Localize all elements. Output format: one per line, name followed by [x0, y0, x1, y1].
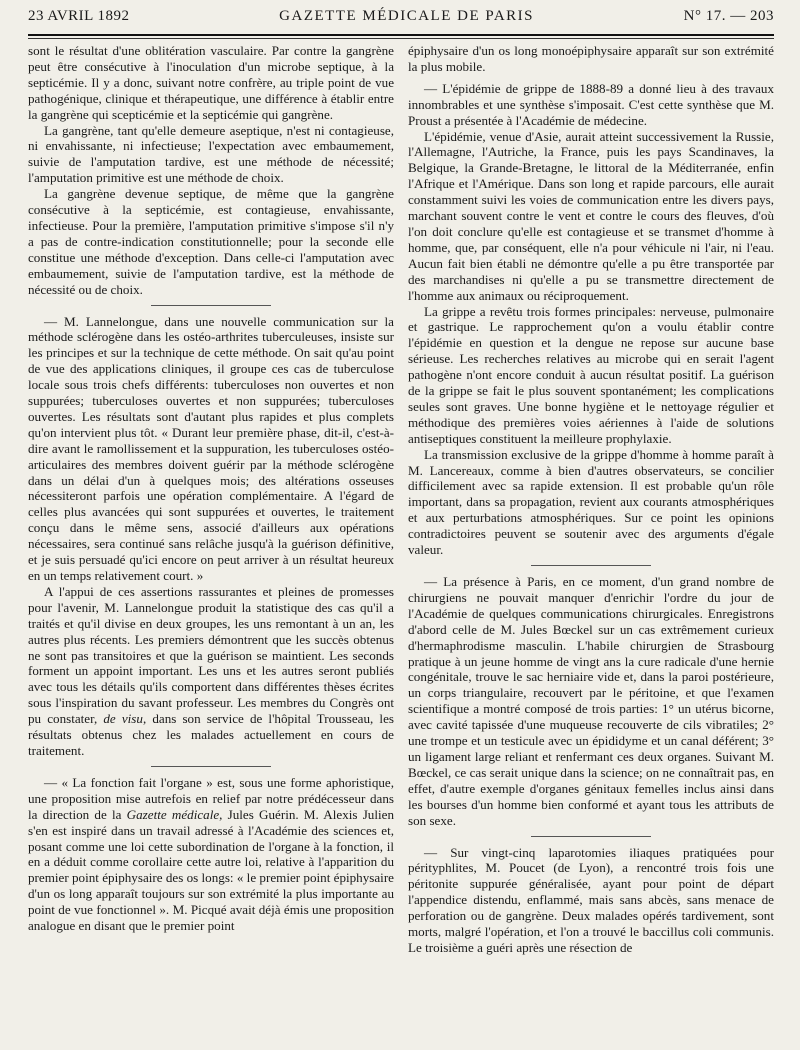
- paragraph: La grippe a revêtu trois formes principales: nerveuse, pulmonaire et gastrique. Le rapprochement qu'on a voulu établir contre l'épidémie en question et la dengue ne repose sur aucune base sérieuse. Les recherches relatives au microbe qui en serait l'agent pathogène n'ont encore conduit à aucun résultat positif. La guérison de la grippe se fait le plus souvent spontanément; les complications seules sont graves. Une bonne hygiène et le nettoyage régulier et méthodique des premières voies aériennes à l'aide de solutions antiseptiques constituent la meilleure prophylaxie.: [408, 303, 774, 446]
- paragraph: — La présence à Paris, en ce moment, d'un grand nombre de chirurgiens ne pouvait manquer d'enrichir l'ordre du jour de l'Académie de quelques communications chirurgicales. Enregistrons d'abord celle de M. Jules Bœckel sur un cas extrêmement curieux d'hermaphrodisme masculin. L'habile chirurgien de Strasbourg pratique à un jeune homme de vingt ans la cure radicale d'une hernie congénitale, trouve le sac herniaire vide et, dans la paroi postérieure, un corps triangulaire, recouvert par le péritoine, et que l'examen scientifique a montré composé de trois parties: 1° un utérus bicorne, avec cavité tapissée d'une muqueuse recouverte de cils vibratiles; 2° une trompe et un testicule avec un épididyme et un canal déférent; 3° un ligament large reliant et renfermant ces deux organes. Suivant M. Bœckel, ce cas serait unique dans la science; on ne connaîtrait pas, en effet, d'autre exemple d'organes génitaux femelles inclus ainsi dans les bourses d'un homme bien conformé et ayant tous les attributs de son sexe.: [408, 574, 774, 828]
- left-column: [28, 43, 394, 1043]
- paragraph: La gangrène, tant qu'elle demeure aseptique, n'est ni contagieuse, ni envahissante, ni infectieuse; l'expectation avec embaumement, suivie de l'amputation tardive, est une méthode de nécessité; l'amputation primitive est une méthode de choix.: [28, 122, 394, 186]
- text-run: — « La fonction fait l'organe » est, sous une forme aphoristique, une proposition mise autrefois en relief par notre prédécesseur dans la direction de la: [28, 774, 394, 822]
- section-separator: [531, 565, 651, 566]
- paragraph: sont le résultat d'une oblitération vasculaire. Par contre la gangrène peut être consécutive à l'inoculation d'un microbe septique, à la septicémie. Il y a donc, suivant notre confrère, au triple point de vue pathogénique, clinique et thérapeutique, une différence à établir entre la gangrène qui scepticémie et la septicémie qui gangrène.: [28, 43, 394, 122]
- paragraph: La gangrène devenue septique, de même que la gangrène consécutive à la septicémie, est contagieuse, envahissante, infectieuse. Pour la première, l'amputation primitive s'impose s'il n'y a pas de contre-indication constitutionnelle; pour la seconde elle constitue une méthode d'exception. Dans celle-ci l'amputation avec embaumement, suivie de l'amputation tardive, est la méthode de nécessité ou de choix.: [28, 186, 394, 297]
- header-date: 23 AVRIL 1892: [28, 8, 130, 24]
- italic-text: de visu: [103, 711, 143, 727]
- text-columns: [28, 43, 774, 1043]
- paragraph: — M. Lannelongue, dans une nouvelle communication sur la méthode sclérogène dans les ostéo-arthrites tuberculeuses, insiste sur les principes et sur la technique de cette méthode. On sait qu'au point de vue des applications cliniques, il groupe ces cas de tuberculose locale sous trois chefs différents: tuberculoses non ouvertes et non suppurées; tuberculoses ouvertes et non suppurées; tuberculoses ouvertes. Les résultats sont d'autant plus rapides et plus complets qu'on intervient plus tôt. « Durant leur première phase, dit-il, c'est-à-dire avant le ramollissement et la suppuration, les tuberculoses ostéo-articulaires des membres doivent guérir par la méthode sclérogène dans un délai d'un à quelques mois; des altérations osseuses nécessiteront parfois une opération complémentaire. A l'égard de celles plus avancées qui sont suppurées et ouvertes, le traitement conçu dans le même sens, associé d'ailleurs aux opérations nécessaires, sera continué sans relâche jusqu'à la guérison définitive, et je suis persuadé qu'ici encore on peut arriver à un résultat heureux en un temps relativement court. »: [28, 313, 394, 583]
- section-separator: [151, 305, 271, 306]
- paragraph: [28, 775, 394, 934]
- header-rule: [28, 34, 774, 36]
- text-run: , dans son service de l'hôpital Trousseau, les résultats obtenus chez les malades actuellement en cours de traitement.: [28, 711, 394, 758]
- paragraph: épiphysaire d'un os long monoépiphysaire apparaît sur son extrémité la plus mobile.: [408, 43, 774, 74]
- section-separator: [531, 836, 651, 837]
- header-rule-thin: [28, 38, 774, 39]
- paragraph: La transmission exclusive de la grippe d'homme à homme paraît à M. Lancereaux, comme à bien d'autres observateurs, se concilier difficilement avec sa rapide extension. Il est probable qu'un rôle important, dans sa propagation, revient aux courants atmosphériques et aux perturbations atmosphériques. Sur ce point les opinions contradictoires peuvent se soutenir avec des arguments d'égale valeur.: [408, 446, 774, 558]
- header-issue: N° 17. — 203: [683, 8, 774, 24]
- text-run: , Jules Guérin. M. Alexis Julien s'en est inspiré dans un travail adressé à l'Académie des sciences et, posant comme une loi cette subordination de l'organe à la fonction, il en a déduit comme corollaire cette autre loi, relative à l'apparition du premier point épiphysaire des os longs: « le premier point épiphysaire d'un os long apparaît toujours sur son extrémité la plus importante au point de vue fonctionnel ». M. Picqué avait déjà émis une proposition analogue en disant que le premier point: [28, 806, 394, 934]
- page-header: [28, 8, 774, 32]
- paragraph: L'épidémie, venue d'Asie, aurait atteint successivement la Russie, l'Allemagne, l'Autriche, la France, puis les pays Scandinaves, la Belgique, la Grande-Bretagne, le littoral de la Méditerranée, enfin l'Afrique et l'Amérique. Dans son long et rapide parcours, elle aurait constamment suivi les voies de communication entre les divers pays, marchant souvent contre le vent et contre le cours des fleuves, d'où l'on doit conclure qu'elle est contagieuse et se transmet d'homme à homme, que, par conséquent, elle n'a pour véhicule ni l'air, ni l'eau. Aucun fait bien établi ne démontre qu'elle a pu être transportée par des marchandises ni qu'elle a pu se transmettre directement de l'homme aux animaux ou réciproquement.: [408, 128, 774, 303]
- paragraph: — Sur vingt-cinq laparotomies iliaques pratiquées pour pérityphlites, M. Poucet (de Lyon), a rencontré trois fois une péritonite suppurée généralisée, ayant pour point de départ l'appendice distendu, enflammé, mais sans abcès, sans menace de perforation ou de gangrène. Deux malades opérés tardivement, sont morts, malgré l'opération, et l'on a trouvé le baccillus coli communis. Le troisième a guéri après une résection de: [408, 844, 774, 955]
- header-title: GAZETTE MÉDICALE DE PARIS: [279, 8, 535, 24]
- text-run: A l'appui de ces assertions rassurantes et pleines de promesses pour l'avenir, M. Lannelongue produit la statistique des cas qu'il a traités et qu'il divise en deux groupes, les uns remontant à un an, les autres plus récents. Les premiers démontrent que les succès obtenus ne sont pas transitoires et que la guérison se maintient. Les seconds forment un appoint important. Les uns et les autres seront publiés avec tous les détails qu'ils comportent dans différentes thèses écrites sous l'inspiration du savant professeur. Les membres du Congrès ont pu constater,: [28, 583, 394, 727]
- paragraph: [28, 584, 394, 759]
- section-separator: [151, 766, 271, 767]
- paragraph: — L'épidémie de grippe de 1888-89 a donné lieu à des travaux innombrables et une synthèse s'imposait. C'est cette synthèse que M. Proust a présentée à l'Académie de médecine.: [408, 80, 774, 128]
- right-column: [408, 43, 774, 1043]
- italic-text: Gazette médicale: [126, 806, 220, 822]
